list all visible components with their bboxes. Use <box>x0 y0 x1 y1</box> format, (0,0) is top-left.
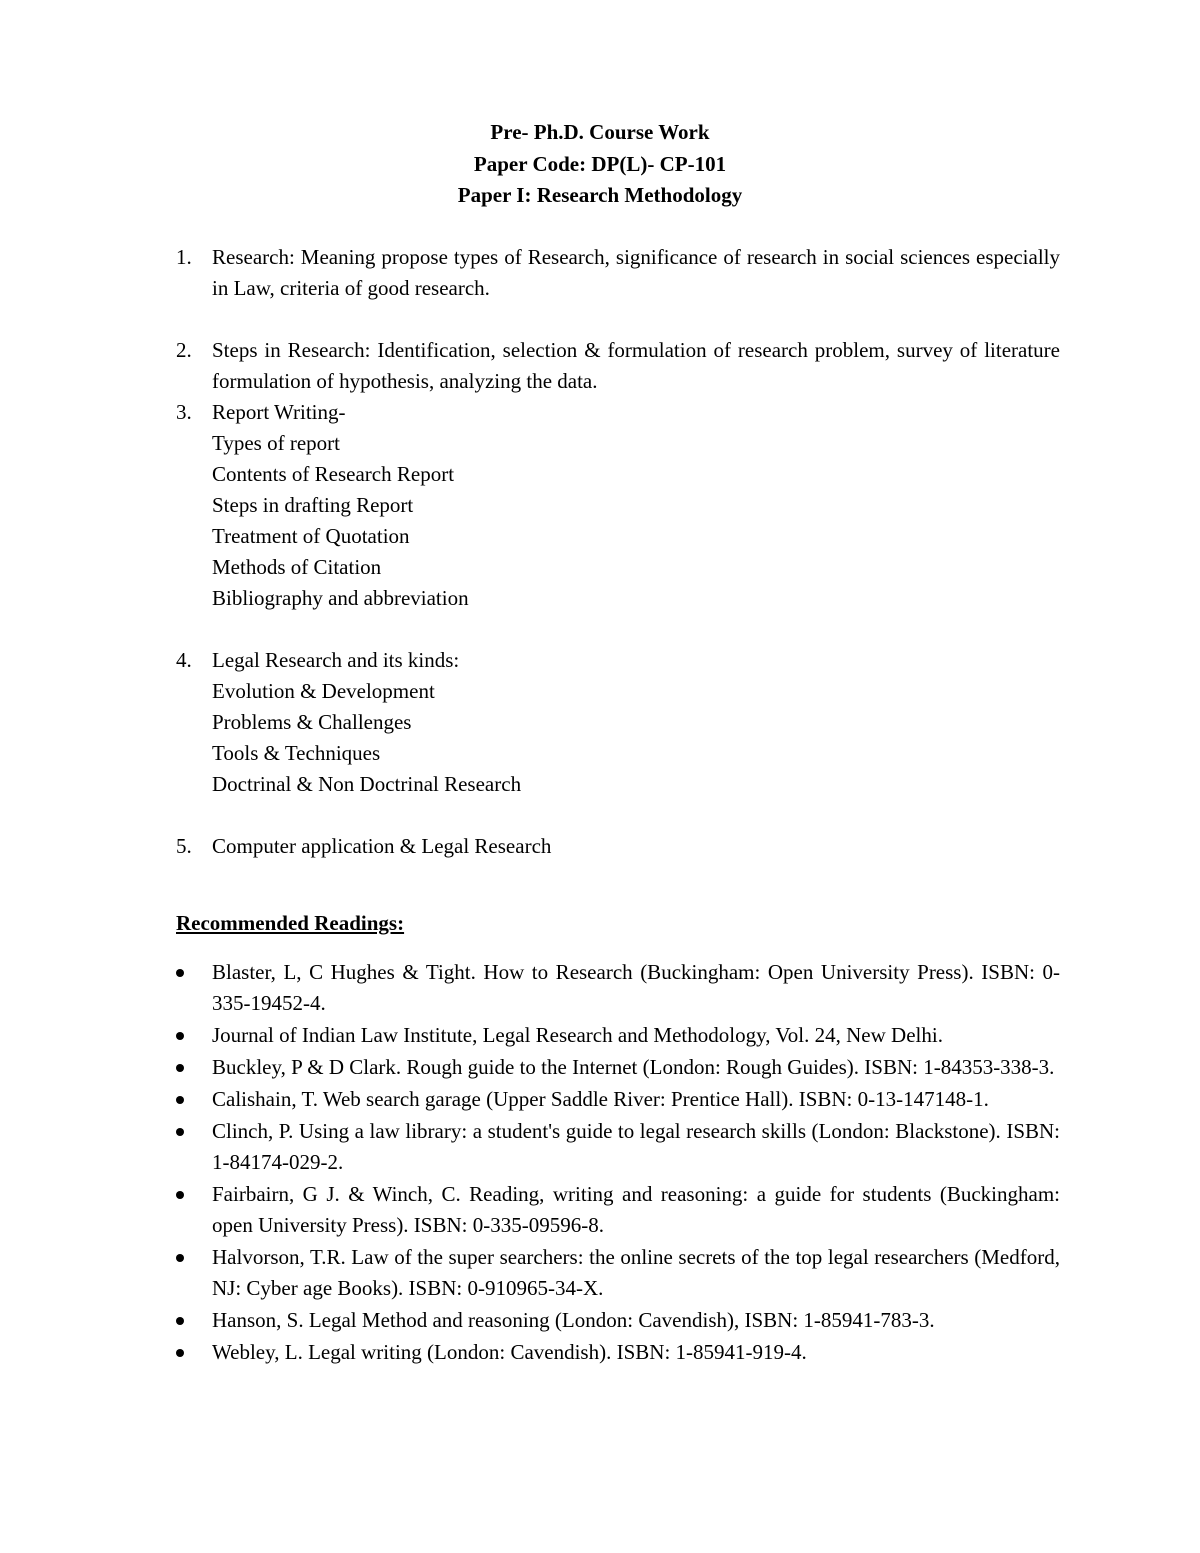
subitem: Evolution & Development <box>212 679 435 703</box>
paper-code: Paper Code: DP(L)- CP-101 <box>473 151 727 176</box>
topic-number: 5. <box>176 834 192 858</box>
topic-item <box>176 645 1060 800</box>
reading-item <box>176 1020 1060 1051</box>
bullet-icon <box>176 1116 186 1147</box>
subitem: Contents of Research Report <box>212 462 455 486</box>
reading-text: Halvorson, T.R. Law of the super searchers: the online secrets of the top legal researchers (Medford, NJ: Cyber age Books). ISBN: 0-910965-34-X. <box>212 1245 1060 1300</box>
subitem: Tools & Techniques <box>212 741 381 765</box>
topic-number: 2. <box>176 338 192 362</box>
subitem: Bibliography and abbreviation <box>212 586 469 610</box>
topic-number: 4. <box>176 648 192 672</box>
reading-text: Webley, L. Legal writing (London: Cavendish). ISBN: 1-85941-919-4. <box>212 1340 807 1364</box>
topic-text: Legal Research and its kinds: <box>212 648 460 672</box>
readings-heading: Recommended Readings: <box>176 911 405 935</box>
readings-list <box>176 957 1060 1368</box>
reading-text: Blaster, L, C Hughes & Tight. How to Research (Buckingham: Open University Press). ISBN: 0-335-19452-4. <box>212 960 1060 1015</box>
topic-item <box>176 242 1060 304</box>
topic-text: Report Writing- <box>212 400 346 424</box>
bullet-icon <box>176 1179 186 1210</box>
topic-subitems <box>212 676 1060 800</box>
reading-text: Journal of Indian Law Institute, Legal Research and Methodology, Vol. 24, New Delhi. <box>212 1023 943 1047</box>
bullet-icon <box>176 1020 186 1051</box>
bullet-icon <box>176 1084 186 1115</box>
bullet-icon <box>176 1305 186 1336</box>
reading-text: Buckley, P & D Clark. Rough guide to the Internet (London: Rough Guides). ISBN: 1-84353-338-3. <box>212 1055 1055 1079</box>
reading-item <box>176 1305 1060 1336</box>
subitem: Treatment of Quotation <box>212 524 410 548</box>
reading-item <box>176 1179 1060 1241</box>
bullet-icon <box>176 1337 186 1368</box>
bullet-icon <box>176 1242 186 1273</box>
subitem: Steps in drafting Report <box>212 493 414 517</box>
document-body <box>176 242 1060 1369</box>
bullet-icon <box>176 957 186 988</box>
paper-title: Paper I: Research Methodology <box>457 183 743 207</box>
topic-text: Computer application & Legal Research <box>212 834 552 858</box>
reading-item <box>176 1052 1060 1083</box>
reading-item <box>176 1084 1060 1115</box>
subitem: Types of report <box>212 431 340 455</box>
document-header <box>0 117 1200 212</box>
reading-text: Calishain, T. Web search garage (Upper Saddle River: Prentice Hall). ISBN: 0-13-147148-1. <box>212 1087 989 1111</box>
subitem: Doctrinal & Non Doctrinal Research <box>212 772 522 796</box>
topic-number: 1. <box>176 245 192 269</box>
subitem: Methods of Citation <box>212 555 382 579</box>
topic-text: Research: Meaning propose types of Research, significance of research in social sciences especially in Law, criteria of good research. <box>212 245 1060 300</box>
topic-item <box>176 335 1060 397</box>
reading-text: Hanson, S. Legal Method and reasoning (London: Cavendish), ISBN: 1-85941-783-3. <box>212 1308 935 1332</box>
reading-item <box>176 1242 1060 1304</box>
reading-item <box>176 957 1060 1019</box>
reading-text: Fairbairn, G J. & Winch, C. Reading, writing and reasoning: a guide for students (Buckingham: open University Press). ISBN: 0-335-09596-8. <box>212 1182 1060 1237</box>
reading-item <box>176 1337 1060 1368</box>
topic-text: Steps in Research: Identification, selection & formulation of research problem, survey of literature formulation of hypothesis, analyzing the data. <box>212 338 1060 393</box>
topics-list <box>176 242 1060 862</box>
topic-number: 3. <box>176 400 192 424</box>
reading-item <box>176 1116 1060 1178</box>
topic-subitems <box>212 428 1060 614</box>
topic-item <box>176 831 1060 862</box>
topic-item <box>176 397 1060 614</box>
bullet-icon <box>176 1052 186 1083</box>
course-title: Pre- Ph.D. Course Work <box>490 120 710 144</box>
subitem: Problems & Challenges <box>212 710 412 734</box>
reading-text: Clinch, P. Using a law library: a student's guide to legal research skills (London: Blackstone). ISBN: 1-84174-029-2. <box>212 1119 1060 1174</box>
